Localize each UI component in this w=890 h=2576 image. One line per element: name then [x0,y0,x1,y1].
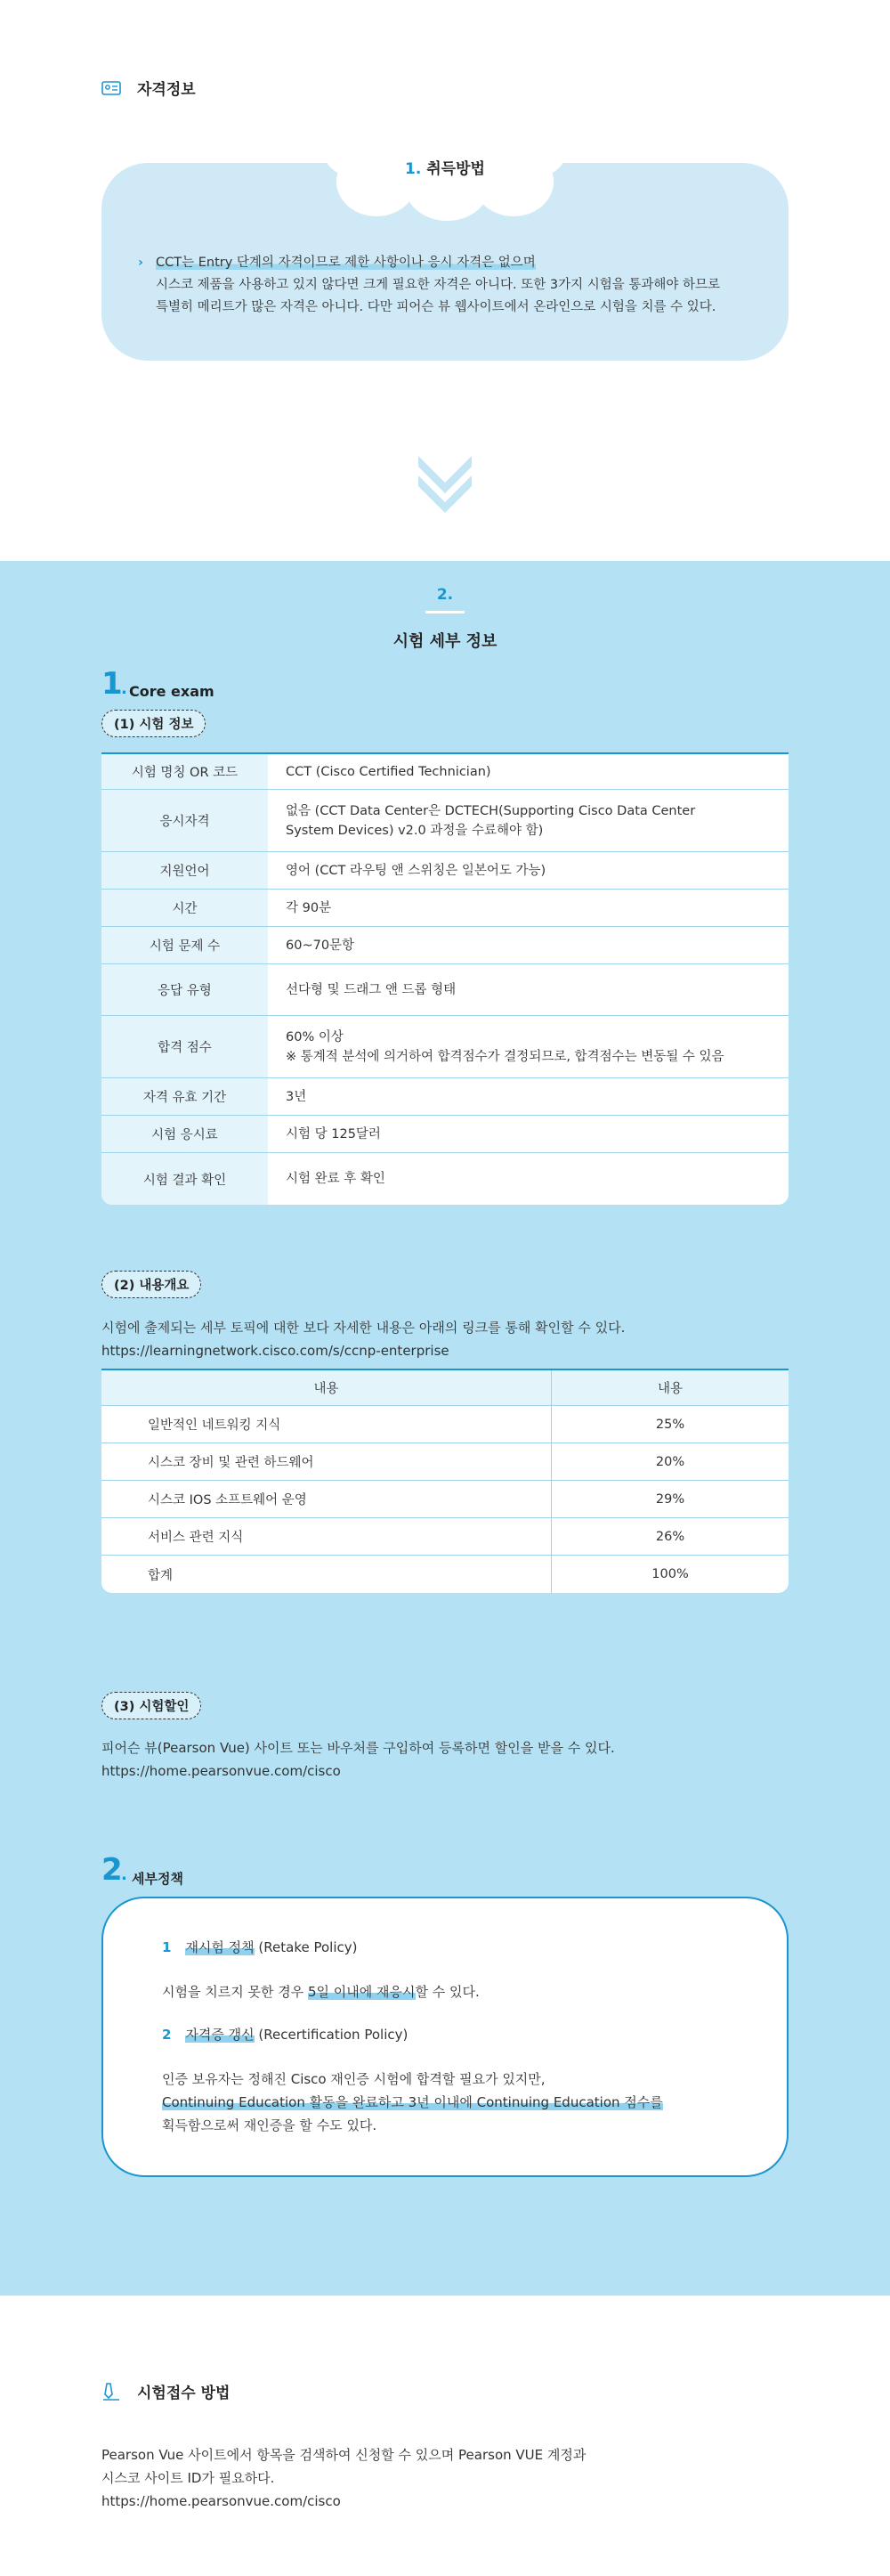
table-row: 시험 응시료 시험 당 125달러 [101,1116,789,1153]
table-row: 시험 문제 수 60~70문항 [101,927,789,964]
table-row: 합격 점수 60% 이상 ※ 통계적 분석에 의거하여 합격점수가 결정되므로, 합격점수는 변동될 수 있음 [101,1016,789,1078]
exam-info-pill: (1) 시험 정보 [101,710,206,737]
policy-box [101,1897,789,2177]
table-row: 일반적인 네트워킹 지식 25% [101,1406,789,1443]
table-row: 응답 유형 선다형 및 드래그 앤 드롭 형태 [101,964,789,1016]
dot: . [121,1865,127,1884]
table-row: 지원언어 영어 (CCT 라우팅 앤 스위칭은 일본어도 가능) [101,852,789,890]
double-chevron-down-icon [415,452,475,513]
recert-policy-text: 인증 보유자는 정해진 Cisco 재인증 시험에 합격할 필요가 있지만, Continuing Education 활동을 완료하고 3년 이내에 Continuing Education 점수를 획득함으로써 재인증을 할 수도 있다. [162,2071,663,2133]
overview-text: 시험에 출제되는 세부 토픽에 대한 보다 자세한 내용은 아래의 링크를 통해 확인할 수 있다. https://learningnetwork.cisco.com/s/ccnp-enterprise [101,1320,626,1359]
table-row: 합계 100% [101,1556,789,1593]
title-divider [425,611,465,614]
exam-details-section [0,561,890,2296]
table-row: 자격 유효 기간 3년 [101,1078,789,1116]
discount-link[interactable]: https://home.pearsonvue.com/cisco [101,1763,341,1779]
core-exam-label: Core exam [129,683,214,700]
registration-text: Pearson Vue 사이트에서 항목을 검색하여 신청할 수 있으며 Pearson VUE 계정과 시스코 사이트 ID가 필요하다. https://home.pearsonvue.com/cisco [101,2447,587,2509]
exam-info-table [101,752,789,1205]
pen-icon [101,2382,121,2401]
registration-title: 시험접수 방법 [137,2385,231,2402]
overview-link[interactable]: https://learningnetwork.cisco.com/s/ccnp-enterprise [101,1343,449,1359]
qualification-header [101,77,196,99]
acquisition-text: › CCT는 Entry 단계의 자격이므로 제한 사항이나 응시 자격은 없으며 시스코 제품을 사용하고 있지 않다면 크게 필요한 자격은 아니다. 또한 3가지 시험을 통과해야 하므로 특별히 메리트가 많은 자격은 아니다. 다만 피어슨 뷰 웹사이트에서 온라인으로 시험을 치를 수 있다. [156,252,761,319]
qualification-title: 자격정보 [137,81,196,99]
section-number: 2. [436,586,454,604]
qualification-section [0,0,890,561]
registration-header [101,2380,230,2402]
table-row: 서비스 관련 지식 26% [101,1518,789,1556]
policy-label: 세부정책 [132,1871,183,1887]
table-row: 시스코 장비 및 관련 하드웨어 20% [101,1443,789,1481]
chevron-right-icon: › [138,256,143,270]
table-header-row: 내용 내용 [101,1370,789,1406]
table-row: 응시자격 없음 (CCT Data Center은 DCTECH(Supporting Cisco Data Center System Devices) v2.0 과정을 수료해야 함) [101,790,789,852]
table-row: 시스코 IOS 소프트웨어 운영 29% [101,1481,789,1518]
retake-policy-title: 1 재시험 정책 (Retake Policy) [162,1939,358,1955]
table-row: 시험 결과 확인 시험 완료 후 확인 [101,1153,789,1205]
table-row: 시간 각 90분 [101,890,789,927]
registration-section [0,2296,890,2576]
core-exam-number: 1 [101,666,123,702]
policy-number: 2 [101,1852,123,1888]
table-row: 시험 명칭 OR 코드 CCT (Cisco Certified Technician) [101,754,789,790]
exam-details-title: 시험 세부 정보 [392,632,498,651]
content-table [101,1369,789,1593]
overview-pill: (2) 내용개요 [101,1271,201,1298]
acquisition-title: 1. 취득방법 [405,160,485,178]
discount-text: 피어슨 뷰(Pearson Vue) 사이트 또는 바우처를 구입하여 등록하면 할인을 받을 수 있다. https://home.pearsonvue.com/cisco [101,1740,615,1779]
dot: . [121,679,127,698]
registration-link[interactable]: https://home.pearsonvue.com/cisco [101,2493,341,2509]
id-card-icon [101,81,121,95]
recert-policy-title: 2 자격증 갱신 (Recertification Policy) [162,2027,409,2043]
retake-policy-text: 시험을 치르지 못한 경우 5일 이내에 재응시할 수 있다. [162,1984,480,2000]
discount-pill: (3) 시험할인 [101,1692,201,1719]
